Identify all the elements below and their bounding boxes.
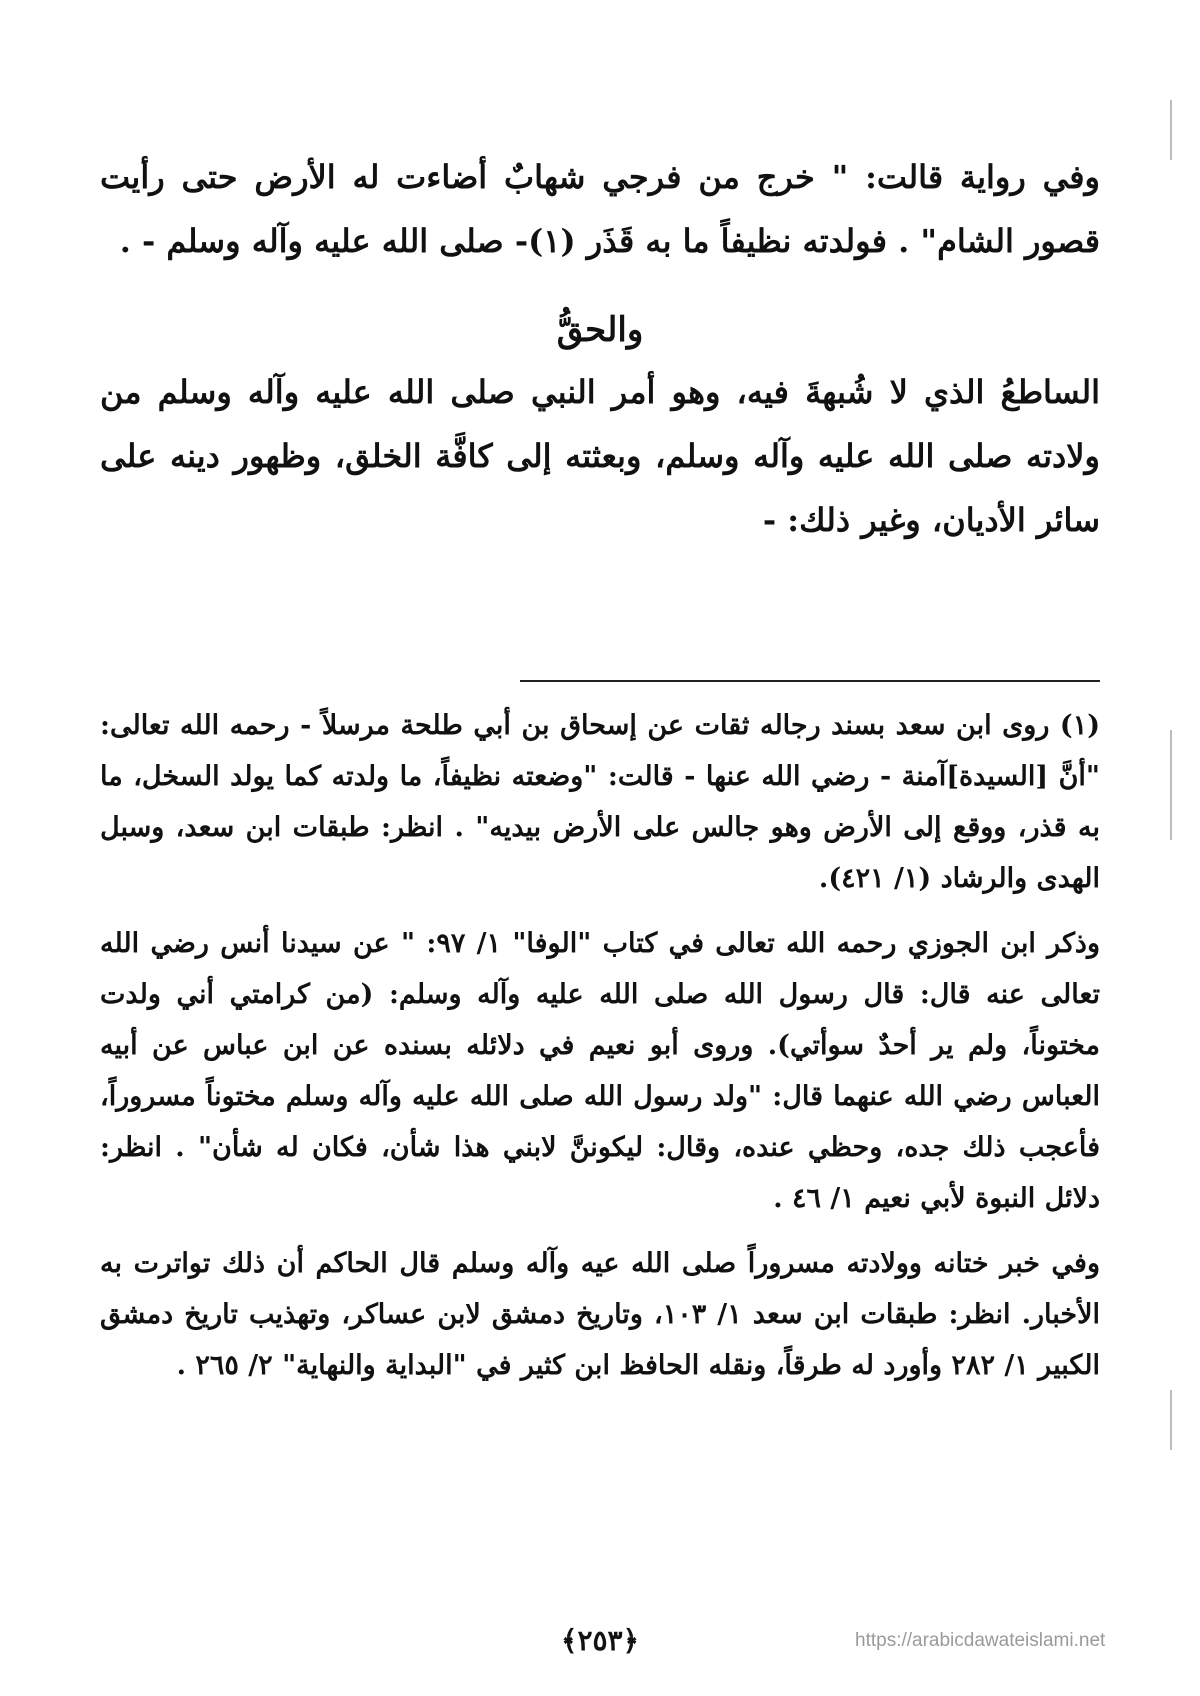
page-number: ﴿٢٥٣﴾: [561, 1624, 639, 1657]
paragraph-text: الساطعُ الذي لا شُبهةَ فيه، وهو أمر النبي صلى الله عليه وآله وسلم من ولادته صلى الله عليه وآله وسلم، وبعثته إلى كافَّة الخلق، وظهور دينه على سائر الأديان، وغير ذلك: -: [100, 373, 1100, 539]
paragraph-text: وفي رواية قالت: " خرج من فرجي شهابٌ أضاءت له الأرض حتى رأيت قصور الشام" . فولدته نظيفاً ما به قَذَر (١)- صلى الله عليه وآله وسلم - .: [100, 158, 1100, 260]
footnote-1: (١) روى ابن سعد بسند رجاله ثقات عن إسحاق بن أبي طلحة مرسلاً - رحمه الله تعالى: "أنَّ [السيدة]آمنة - رضي الله عنها - قالت: "وضعته نظيفاً، ما ولدته كما يولد السخل، ما به قذر، ووقع إلى الأرض وهو جالس على الأرض بيديه" . انظر: طبقات ابن سعد، وسبل الهدى والرشاد (١/ ٤٢١).: [100, 710, 1100, 894]
scan-edge-mark: [1170, 1390, 1172, 1450]
footnote-divider: [520, 680, 1100, 682]
section-heading: والحقُّ: [556, 310, 644, 350]
scan-edge-mark: [1170, 730, 1172, 840]
footnote-3: وفي خبر ختانه وولادته مسروراً صلى الله عيه وآله وسلم قال الحاكم أن ذلك تواترت به الأخبار. انظر: طبقات ابن سعد ١/ ١٠٣، وتاريخ دمشق لابن عساكر، وتهذيب تاريخ دمشق الكبير ١/ ٢٨٢ وأورد له طرقاً، ونقله الحافظ ابن كثير في "البداية والنهاية" ٢/ ٢٦٥ .: [100, 1248, 1101, 1381]
watermark-url: https://arabicdawateislami.net: [855, 1630, 1106, 1651]
scan-edge-mark: [1170, 100, 1172, 160]
footnotes: [100, 700, 1100, 1405]
main-paragraph-1: [100, 145, 1100, 273]
main-paragraph-2: [100, 360, 1100, 552]
footnote-2: وذكر ابن الجوزي رحمه الله تعالى في كتاب "الوفا" ١/ ٩٧: " عن سيدنا أنس رضي الله تعالى عنه قال: قال رسول الله صلى الله عليه وآله وسلم: (من كرامتي أني ولدت مختوناً، ولم ير أحدٌ سوأتي). وروى أبو نعيم في دلائله بسنده عن ابن عباس عن أبيه العباس رضي الله عنهما قال: "ولد رسول الله صلى الله عليه وآله وسلم مختوناً مسروراً، فأعجب ذلك جده، وحظي عنده، وقال: ليكوننَّ لابني هذا شأن، فكان له شأن" . انظر: دلائل النبوة لأبي نعيم ١/ ٤٦ .: [100, 928, 1100, 1214]
